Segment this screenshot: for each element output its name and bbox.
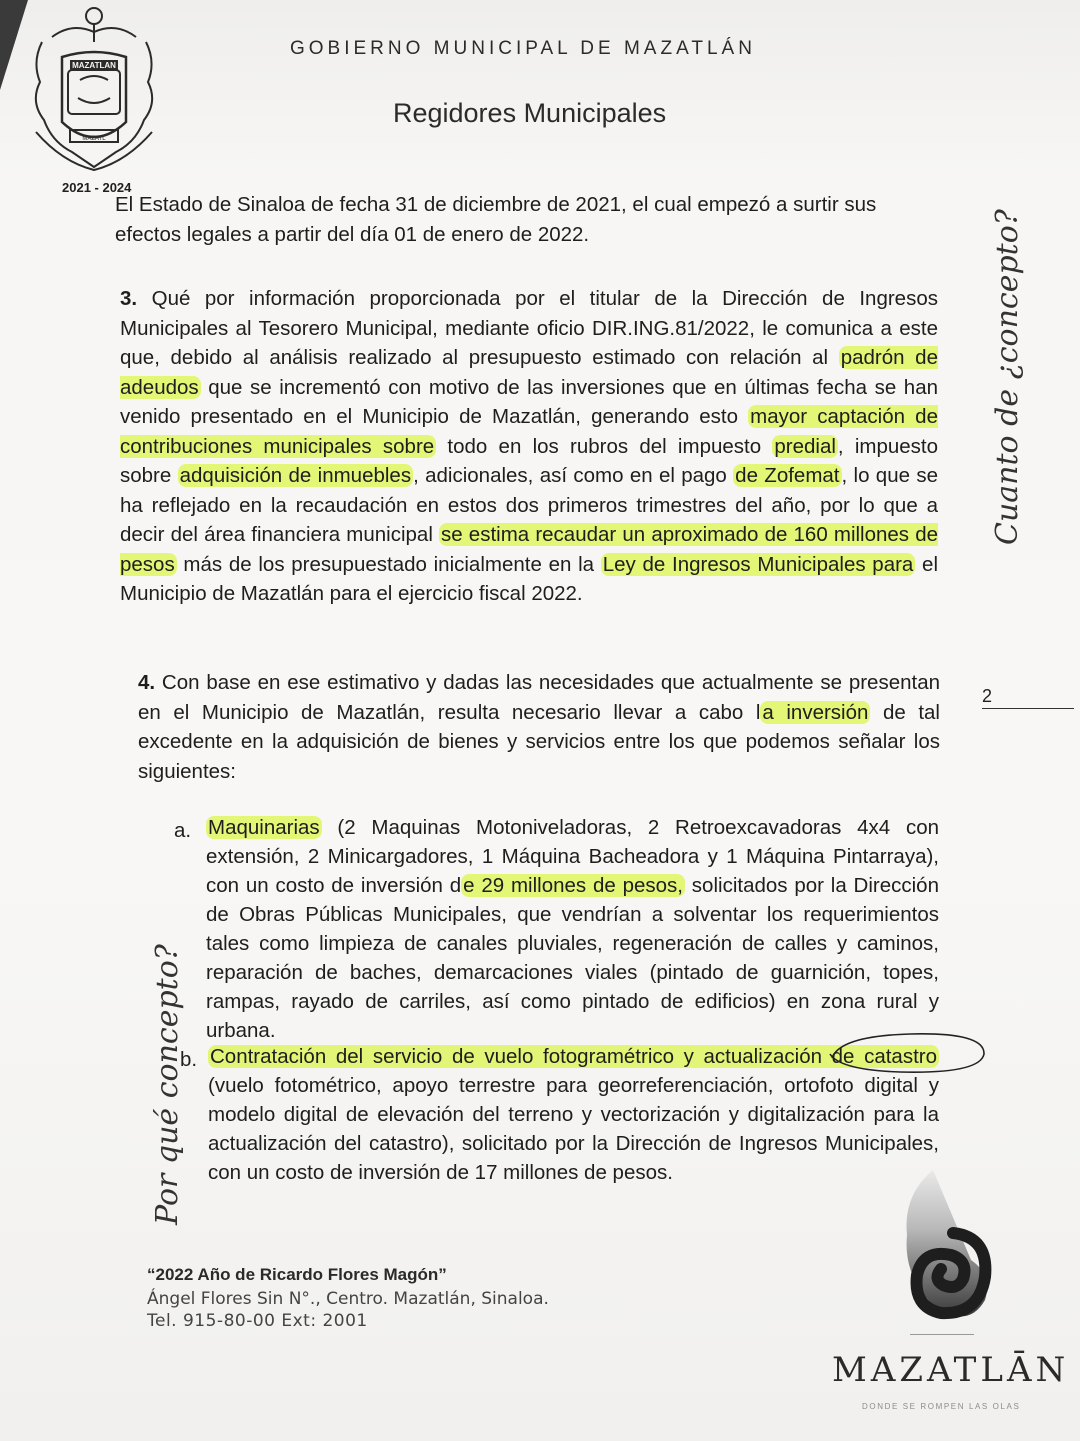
handwritten-text: Por qué concepto? <box>150 944 185 1225</box>
footer-address: Ángel Flores Sin N°., Centro. Mazatlán, Sinaloa. <box>147 1289 549 1309</box>
highlighted-text: e 29 millones de pesos, <box>463 874 683 897</box>
text-segment: el Municipio de Mazatlán para el ejercicio fiscal 2022. <box>120 552 939 605</box>
footer-year-motto: “2022 Año de Ricardo Flores Magón” <box>147 1265 447 1284</box>
highlighted-text: mayor captación de contribuciones municipales sobre <box>120 405 938 458</box>
highlighted-text: de Zofemat <box>735 464 840 487</box>
intro-line-2: efectos legales a partir del día 01 de enero de 2022. <box>115 222 590 246</box>
point-number: 4. <box>138 671 156 694</box>
footer-phone: Tel. 915-80-00 Ext: 2001 <box>147 1311 368 1331</box>
highlighted-text: Ley de Ingresos Municipales para <box>602 552 914 576</box>
paragraph-point-3 <box>120 284 938 609</box>
highlighted-text: Contratación del servicio de vuelo fotogramétrico y actualización de catastro <box>210 1045 937 1068</box>
mazatlan-wave-logo-icon <box>893 1165 993 1340</box>
list-letter-b: b. <box>180 1048 198 1071</box>
logo-divider <box>910 1334 974 1335</box>
list-item-a <box>206 813 939 1045</box>
text-segment: todo en los rubros del impuesto <box>436 434 773 458</box>
point-number: 3. <box>120 287 138 310</box>
text-segment: que se incrementó con motivo de las inversiones que en últimas fecha se han venido presentado en el Municipio de Mazatlán, generando esto <box>120 375 938 428</box>
text-segment: solicitados por la Dirección de Obras Públicas Municipales, que vendrían a solventar los requerimientos tales como limpieza de canales pluviales, regeneración de calles y caminos, reparación de baches, demarcaciones viales (pintado de guarnición, topes, rampas, rayado de carriles, así como pintado de edificios) en zona rural y urbana. <box>206 874 939 1042</box>
highlighted-text: adquisición de inmuebles <box>179 464 412 487</box>
government-header: GOBIERNO MUNICIPAL DE MAZATLÁN <box>290 38 756 59</box>
text-segment: Qué por información proporcionada por el titular de la Dirección de Ingresos Municipales al Tesorero Municipal, mediante oficio DIR.ING.81/2022, le comunica a este que, debido al análisis realizado al presupuesto estimado con relación al <box>120 287 938 369</box>
svg-text:MAZATL: MAZATL <box>82 136 106 142</box>
intro-line-1: El Estado de Sinaloa de fecha 31 de diciembre de 2021, el cual empezó a surtir sus <box>115 193 877 216</box>
text-segment: , impuesto sobre <box>120 434 939 487</box>
mazatlan-wordmark: MAZATLĀN <box>832 1350 1070 1390</box>
page-number-rule <box>982 708 1074 709</box>
text-segment: (vuelo fotométrico, apoyo terrestre para georreferenciación, ortofoto digital y modelo digital de elevación del terreno y vectorización y digitalización para la actualización del catastro), solicitado por la Dirección de Ingresos Municipales, con un costo de inversión de 17 millones de pesos. <box>208 1074 939 1184</box>
municipal-seal-icon <box>22 2 172 182</box>
paragraph-point-4 <box>138 668 940 786</box>
intro-paragraph <box>115 190 941 249</box>
text-segment: Con base en ese estimativo y dadas las necesidades que actualmente se presentan en el Municipio de Mazatlán, resulta necesario llevar a cabo l <box>138 671 940 724</box>
handwritten-note-right <box>948 165 1025 545</box>
highlighted-text: predial <box>774 434 836 458</box>
page-number: 2 <box>982 686 993 706</box>
handdrawn-circle-icon <box>820 1028 990 1078</box>
mazatlan-tagline: DONDE SE ROMPEN LAS OLAS <box>862 1402 1021 1411</box>
highlighted-text: a inversión <box>762 700 869 724</box>
department-title: Regidores Municipales <box>393 98 667 128</box>
text-segment: (2 Maquinas Motoniveladoras, 2 Retroexcavadoras 4x4 con extensión, 2 Minicargadores, 1 Máquina Bacheadora y 1 Máquina Pintarraya), con un costo de inversión d <box>206 816 939 897</box>
text-segment: , adicionales, así como en el pago <box>413 464 734 487</box>
highlighted-text: Maquinarias <box>208 816 320 839</box>
svg-text:MAZATLAN: MAZATLAN <box>72 61 116 70</box>
seal-years: 2021 - 2024 <box>62 180 132 195</box>
handwritten-note-left <box>130 944 200 1230</box>
highlighted-text: padrón de adeudos <box>120 346 938 399</box>
text-segment: más de los presupuestado inicialmente en la <box>176 552 601 576</box>
text-segment: , lo que se ha reflejado en la recaudación en estos dos primeros trimestres del año, por lo que a decir del área financiera municipal <box>120 464 938 546</box>
text-segment: de tal excedente en la adquisición de bienes y servicios entre los que podemos señalar los siguientes: <box>138 700 940 783</box>
handwritten-text: Cuanto de ¿concepto? <box>990 209 1025 545</box>
highlighted-text: se estima recaudar un aproximado de 160 millones de pesos <box>120 523 939 576</box>
list-letter-a: a. <box>174 819 192 842</box>
